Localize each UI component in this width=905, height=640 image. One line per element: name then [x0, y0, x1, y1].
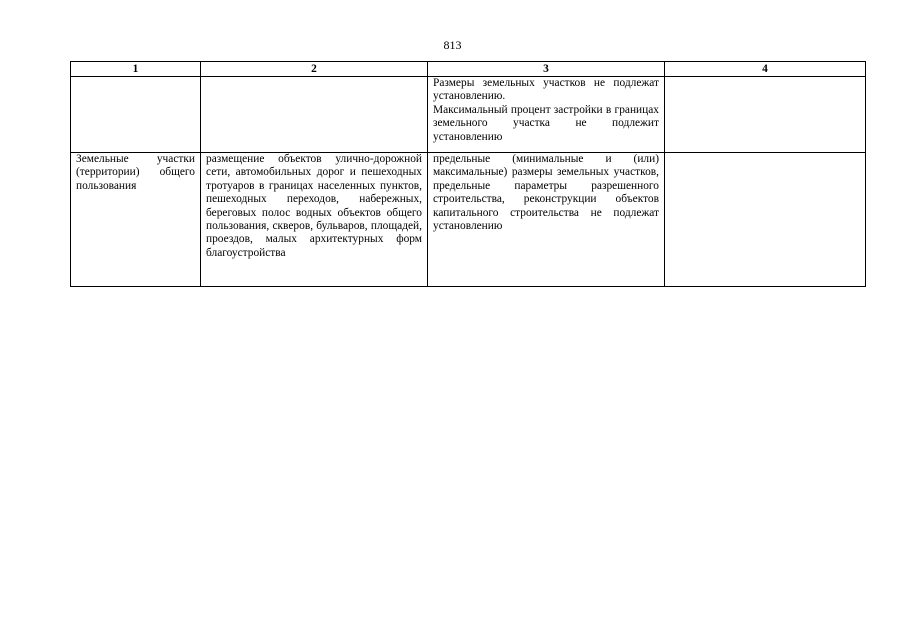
table-row — [71, 153, 866, 287]
table-row — [71, 77, 866, 153]
table-cell — [665, 153, 866, 287]
page-number: 813 — [443, 38, 462, 52]
land-type-cell: Земельные участки (территории) общего пользования — [71, 153, 201, 287]
parameters-cell: предельные (минимальные и (или) максимальные) размеры земельных участков, предельные параметры разрешенного строительства, реконструкции объектов капитального строительства не подлежат установлению — [428, 153, 665, 287]
table-header-row — [71, 62, 866, 77]
table-cell — [665, 77, 866, 153]
parameters-paragraph: Максимальный процент застройки в границах земельного участка не подлежит установлению — [433, 103, 659, 143]
column-header-3: 3 — [428, 62, 665, 77]
column-header-4: 4 — [665, 62, 866, 77]
parameters-paragraph: Размеры земельных участков не подлежат установлению. — [433, 77, 659, 103]
permitted-use-cell: размещение объектов улично-дорожной сети, автомобильных дорог и пешеходных тротуаров в границах населенных пунктов, пешеходных переходов, набережных, береговых полос водных объектов общего пользования, скверов, бульваров, площадей, проездов, малых архитектурных форм благоустройства — [201, 153, 428, 287]
table-cell — [201, 77, 428, 153]
regulations-table — [70, 61, 866, 287]
column-header-2: 2 — [201, 62, 428, 77]
table-cell — [71, 77, 201, 153]
column-header-1: 1 — [71, 62, 201, 77]
table-cell-parameters — [428, 77, 665, 153]
